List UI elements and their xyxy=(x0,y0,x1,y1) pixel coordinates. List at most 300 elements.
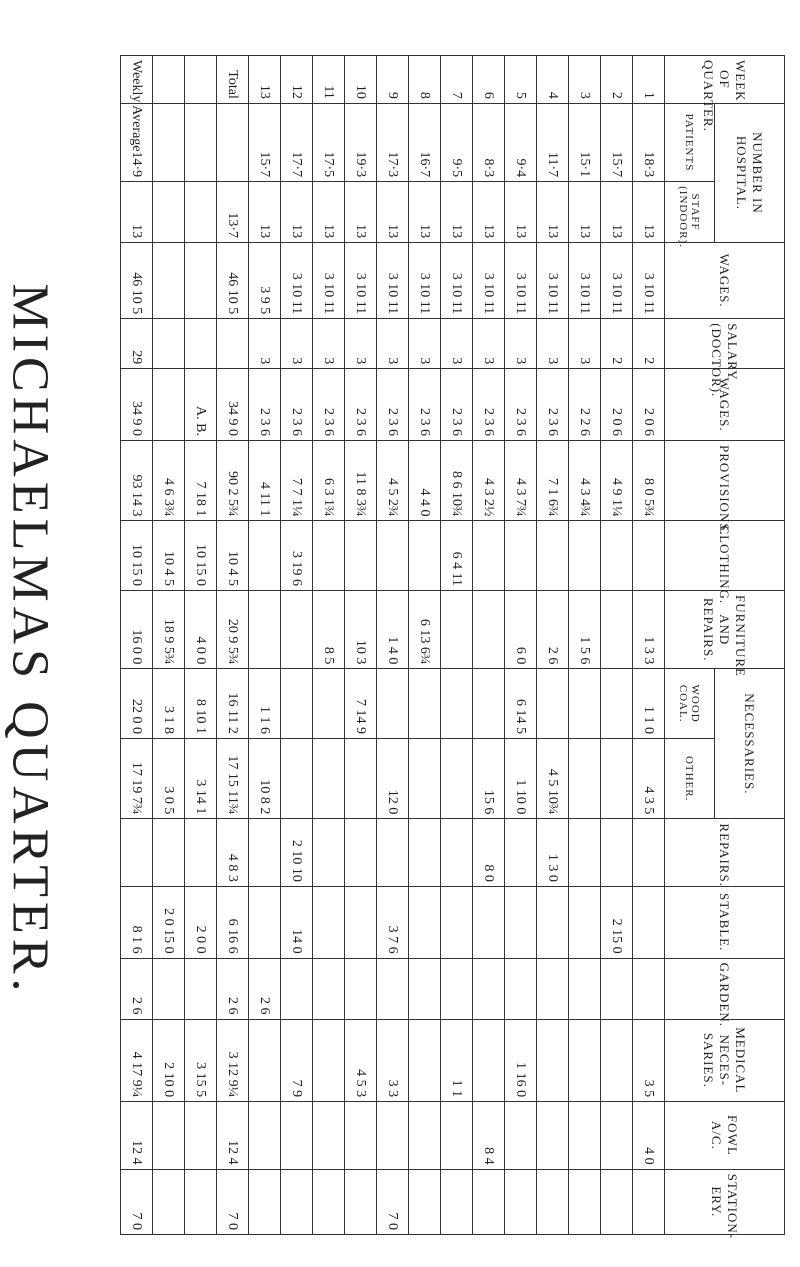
cell-stationery: 7 0 xyxy=(377,1169,409,1234)
cell-stable xyxy=(505,886,537,958)
cell-patients: 15·7 xyxy=(601,103,633,181)
totals-row-staff: 13·7 xyxy=(217,182,249,243)
cell-other: 15 6 xyxy=(473,738,505,818)
cell-clothing xyxy=(537,521,569,591)
final-row-stable: 8 1 6 xyxy=(121,886,153,958)
cell-weeks: 4 xyxy=(537,56,569,104)
cell-medical: 3 3 xyxy=(377,1019,409,1102)
cell-staff: 13 xyxy=(345,182,377,243)
cell-fowl xyxy=(569,1102,601,1169)
cell-weeks: 3 xyxy=(569,56,601,104)
cell-provisions: 4 9 1¼ xyxy=(601,440,633,520)
adjust-other: 3 0 5 xyxy=(153,738,185,818)
deductions-furniture: 4 0 0 xyxy=(185,591,217,669)
cell-patients: 15·1 xyxy=(569,103,601,181)
cell-provisions: 8 6 10¾ xyxy=(441,440,473,520)
cell-medical xyxy=(313,1019,345,1102)
cell-other xyxy=(441,738,473,818)
adjust-wood-coal: 3 1 8 xyxy=(153,669,185,739)
cell-wages2: 2 3 6 xyxy=(377,369,409,441)
cell-garden xyxy=(505,958,537,1019)
deductions-label xyxy=(185,56,217,104)
cell-fowl xyxy=(281,1102,313,1169)
cell-stationery xyxy=(633,1169,665,1234)
header-number-in-hospital: NUMBER IN HOSPITAL. xyxy=(715,103,785,242)
table-row xyxy=(249,56,281,1235)
cell-weeks: 6 xyxy=(473,56,505,104)
cell-weeks: 5 xyxy=(505,56,537,104)
cell-medical: 1 1 xyxy=(441,1019,473,1102)
cell-fowl xyxy=(441,1102,473,1169)
adjust-clothing: 10 4 5 xyxy=(153,521,185,591)
cell-salary: 3 xyxy=(505,319,537,369)
cell-stable xyxy=(345,886,377,958)
cell-wages2: 2 3 6 xyxy=(409,369,441,441)
cell-weeks: 12 xyxy=(281,56,313,104)
cell-stationery xyxy=(505,1169,537,1234)
cell-repairs: 8 0 xyxy=(473,819,505,886)
cell-wood-coal: 1 1 0 xyxy=(633,669,665,739)
adjust-patients xyxy=(153,103,185,181)
cell-staff: 13 xyxy=(633,182,665,243)
table-row xyxy=(633,56,665,1235)
cell-salary: 3 xyxy=(249,319,281,369)
cell-provisions: 4 3 2½ xyxy=(473,440,505,520)
cell-clothing xyxy=(601,521,633,591)
deductions-clothing: 10 15 0 xyxy=(185,521,217,591)
table-body xyxy=(121,56,665,1235)
cell-staff: 13 xyxy=(537,182,569,243)
cell-wood-coal: 6 14 5 xyxy=(505,669,537,739)
header-clothing: CLOTHING. xyxy=(665,521,785,591)
cell-garden: 2 6 xyxy=(249,958,281,1019)
totals-row-label: Total xyxy=(217,56,249,104)
cell-stationery xyxy=(441,1169,473,1234)
cell-medical xyxy=(569,1019,601,1102)
adjust-garden xyxy=(153,958,185,1019)
cell-stable xyxy=(249,886,281,958)
cell-salary: 3 xyxy=(345,319,377,369)
deductions-wages2 xyxy=(185,369,217,441)
cell-garden xyxy=(313,958,345,1019)
cell-provisions: 11 8 3¾ xyxy=(345,440,377,520)
cell-staff: 13 xyxy=(601,182,633,243)
cell-patients: 18·3 xyxy=(633,103,665,181)
final-row-label: Weekly Average xyxy=(121,56,153,104)
cell-furniture: 6 13 6¾ xyxy=(409,591,441,669)
cell-medical: 1 16 0 xyxy=(505,1019,537,1102)
cell-patients: 9·4 xyxy=(505,103,537,181)
table-row xyxy=(409,56,441,1235)
cell-other: 4 3 5 xyxy=(633,738,665,818)
cell-repairs: 1 3 0 xyxy=(537,819,569,886)
cell-other xyxy=(345,738,377,818)
cell-fowl: 4 0 xyxy=(633,1102,665,1169)
cell-repairs xyxy=(345,819,377,886)
cell-garden xyxy=(473,958,505,1019)
cell-provisions: 7 1 6¾ xyxy=(537,440,569,520)
cell-stable: 2 15 0 xyxy=(601,886,633,958)
cell-wages: 3 10 11 xyxy=(441,243,473,319)
header-medical: MEDICAL NECES-SARIES. xyxy=(665,1019,785,1102)
adjust-stable: 2 0 15 0 xyxy=(153,886,185,958)
totals-row-wages2: 34 9 0 xyxy=(217,369,249,441)
deductions-provisions: 7 18 1 xyxy=(185,440,217,520)
cell-salary: 3 xyxy=(281,319,313,369)
cell-stable xyxy=(409,886,441,958)
cell-furniture xyxy=(601,591,633,669)
accounts-table xyxy=(120,55,785,1240)
cell-repairs: 2 10 10 xyxy=(281,819,313,886)
cell-clothing: 3 19 6 xyxy=(281,521,313,591)
cell-medical xyxy=(249,1019,281,1102)
table-row xyxy=(441,56,473,1235)
cell-other xyxy=(569,738,601,818)
cell-other xyxy=(409,738,441,818)
cell-medical: 3 5 xyxy=(633,1019,665,1102)
table-row xyxy=(281,56,313,1235)
cell-wood-coal: 7 14 9 xyxy=(345,669,377,739)
totals-row-stable: 6 16 6 xyxy=(217,886,249,958)
cell-clothing xyxy=(249,521,281,591)
cell-garden xyxy=(281,958,313,1019)
header-fowl: FOWL A/C. xyxy=(665,1102,785,1169)
cell-wood-coal xyxy=(473,669,505,739)
cell-staff: 13 xyxy=(505,182,537,243)
totals-row-furniture: 20 9 5¾ xyxy=(217,591,249,669)
cell-wages2: 2 3 6 xyxy=(505,369,537,441)
cell-weeks: 1 xyxy=(633,56,665,104)
cell-staff: 13 xyxy=(569,182,601,243)
cell-weeks: 8 xyxy=(409,56,441,104)
cell-fowl xyxy=(313,1102,345,1169)
cell-provisions: 4 3 7¾ xyxy=(505,440,537,520)
final-row-wages2: 34 9 0 xyxy=(121,369,153,441)
header-wages2: WAGES. xyxy=(665,369,785,441)
cell-other xyxy=(313,738,345,818)
totals-row xyxy=(217,56,249,1235)
rotated-table xyxy=(120,55,785,1240)
cell-garden xyxy=(633,958,665,1019)
header-stationery: STATION-ERY. xyxy=(665,1169,785,1234)
cell-patients: 17·3 xyxy=(377,103,409,181)
cell-other: 4 5 10¾ xyxy=(537,738,569,818)
cell-stationery xyxy=(537,1169,569,1234)
cell-garden xyxy=(377,958,409,1019)
header-stable: STABLE. xyxy=(665,886,785,958)
deductions-repairs xyxy=(185,819,217,886)
cell-wages2: 2 3 6 xyxy=(281,369,313,441)
final-row-clothing: 10 15 0 xyxy=(121,521,153,591)
cell-repairs xyxy=(633,819,665,886)
cell-wages: 3 10 11 xyxy=(473,243,505,319)
cell-staff: 13 xyxy=(281,182,313,243)
deductions-wood-coal: 8 10 1 xyxy=(185,669,217,739)
deductions-garden xyxy=(185,958,217,1019)
totals-row-stationery: 7 0 xyxy=(217,1169,249,1234)
totals-row-other: 17 15 11¾ xyxy=(217,738,249,818)
cell-garden xyxy=(345,958,377,1019)
cell-furniture: 1 3 3 xyxy=(633,591,665,669)
adjust-wages2 xyxy=(153,369,185,441)
header-wood-coal: WOOD COAL. xyxy=(665,669,715,739)
cell-salary: 3 xyxy=(377,319,409,369)
table-row xyxy=(313,56,345,1235)
deductions-stable: 2 0 0 xyxy=(185,886,217,958)
cell-patients: 17·7 xyxy=(281,103,313,181)
cell-clothing xyxy=(633,521,665,591)
cell-stationery xyxy=(473,1169,505,1234)
cell-clothing xyxy=(313,521,345,591)
final-row-garden: 2 6 xyxy=(121,958,153,1019)
cell-wages: 3 10 11 xyxy=(313,243,345,319)
cell-provisions: 4 11 1 xyxy=(249,440,281,520)
cell-clothing: 6 4 11 xyxy=(441,521,473,591)
cell-wages: 3 10 11 xyxy=(377,243,409,319)
totals-row-garden: 2 6 xyxy=(217,958,249,1019)
cell-repairs xyxy=(313,819,345,886)
cell-weeks: 2 xyxy=(601,56,633,104)
cell-repairs xyxy=(441,819,473,886)
header-patients: PATIENTS xyxy=(665,103,715,181)
cell-stable xyxy=(569,886,601,958)
header-wages: WAGES. xyxy=(665,243,785,319)
cell-wood-coal xyxy=(569,669,601,739)
cell-wood-coal xyxy=(537,669,569,739)
deductions-staff xyxy=(185,182,217,243)
table-row xyxy=(569,56,601,1235)
cell-fowl xyxy=(505,1102,537,1169)
cell-staff: 13 xyxy=(377,182,409,243)
cell-staff: 13 xyxy=(441,182,473,243)
title-text: MICHAELMAS QUARTER. xyxy=(1,283,59,997)
deductions-row xyxy=(185,56,217,1235)
cell-wood-coal xyxy=(601,669,633,739)
cell-stationery xyxy=(249,1169,281,1234)
cell-weeks: 11 xyxy=(313,56,345,104)
cell-clothing xyxy=(409,521,441,591)
cell-stationery xyxy=(409,1169,441,1234)
deductions-patients xyxy=(185,103,217,181)
final-row-repairs xyxy=(121,819,153,886)
cell-furniture: 6 0 xyxy=(505,591,537,669)
cell-furniture: 1 5 6 xyxy=(569,591,601,669)
header-provisions: PROVISIONS. xyxy=(665,440,785,520)
cell-wages2: 2 3 6 xyxy=(473,369,505,441)
adjust-staff xyxy=(153,182,185,243)
cell-medical xyxy=(409,1019,441,1102)
cell-medical xyxy=(537,1019,569,1102)
cell-provisions: 4 5 2¾ xyxy=(377,440,409,520)
header-repairs: REPAIRS. xyxy=(665,819,785,886)
cell-salary: 2 xyxy=(633,319,665,369)
totals-row-wages: 46 10 5 xyxy=(217,243,249,319)
cell-wood-coal xyxy=(313,669,345,739)
cell-wood-coal: 1 1 6 xyxy=(249,669,281,739)
cell-staff: 13 xyxy=(313,182,345,243)
final-row-provisions: 93 14 3 xyxy=(121,440,153,520)
cell-fowl xyxy=(601,1102,633,1169)
cell-fowl xyxy=(377,1102,409,1169)
cell-stable xyxy=(633,886,665,958)
deductions-other: 3 14 1 xyxy=(185,738,217,818)
cell-provisions: 7 7 1¼ xyxy=(281,440,313,520)
cell-staff: 13 xyxy=(409,182,441,243)
adjust-label xyxy=(153,56,185,104)
cell-stable xyxy=(537,886,569,958)
adjust-stationery xyxy=(153,1169,185,1234)
adjust-provisions: 4 6 3¾ xyxy=(153,440,185,520)
cell-furniture: 2 6 xyxy=(537,591,569,669)
cell-salary: 3 xyxy=(569,319,601,369)
deductions-wages xyxy=(185,243,217,319)
cell-fowl xyxy=(409,1102,441,1169)
header-week: WEEK OF QUARTER. xyxy=(665,56,785,104)
cell-wages2: 2 0 6 xyxy=(633,369,665,441)
cell-wages: 3 10 11 xyxy=(505,243,537,319)
cell-wages: 3 10 11 xyxy=(409,243,441,319)
cell-wages2: 2 3 6 xyxy=(345,369,377,441)
deductions-salary xyxy=(185,319,217,369)
cell-wages2: 2 0 6 xyxy=(601,369,633,441)
cell-salary: 3 xyxy=(409,319,441,369)
cell-salary: 3 xyxy=(473,319,505,369)
cell-stable xyxy=(441,886,473,958)
cell-clothing xyxy=(345,521,377,591)
cell-salary: 3 xyxy=(441,319,473,369)
cell-salary: 3 xyxy=(313,319,345,369)
cell-wages2: 2 3 6 xyxy=(313,369,345,441)
cell-stable: 3 7 6 xyxy=(377,886,409,958)
cell-furniture xyxy=(441,591,473,669)
totals-row-medical: 3 12 9¼ xyxy=(217,1019,249,1102)
cell-salary: 3 xyxy=(537,319,569,369)
adjust-medical: 2 10 0 xyxy=(153,1019,185,1102)
cell-provisions: 4 4 0 xyxy=(409,440,441,520)
cell-wages: 3 10 11 xyxy=(601,243,633,319)
cell-repairs xyxy=(601,819,633,886)
totals-row-fowl: 12 4 xyxy=(217,1102,249,1169)
cell-wages: 3 10 11 xyxy=(345,243,377,319)
table-row xyxy=(377,56,409,1235)
cell-wages: 3 9 5 xyxy=(249,243,281,319)
cell-provisions: 8 0 5¾ xyxy=(633,440,665,520)
cell-medical: 7 9 xyxy=(281,1019,313,1102)
cell-repairs xyxy=(505,819,537,886)
cell-stable: 14 0 xyxy=(281,886,313,958)
header-staff: STAFF (INDOOR). xyxy=(665,182,715,243)
cell-wages2: 2 3 6 xyxy=(441,369,473,441)
cell-patients: 16·7 xyxy=(409,103,441,181)
cell-clothing xyxy=(505,521,537,591)
cell-repairs xyxy=(249,819,281,886)
cell-patients: 11·7 xyxy=(537,103,569,181)
cell-other xyxy=(281,738,313,818)
cell-wood-coal xyxy=(281,669,313,739)
cell-weeks: 10 xyxy=(345,56,377,104)
cell-garden xyxy=(441,958,473,1019)
cell-furniture: 1 4 0 xyxy=(377,591,409,669)
cell-repairs xyxy=(409,819,441,886)
totals-row-clothing: 10 4 5 xyxy=(217,521,249,591)
cell-wages2: 2 3 6 xyxy=(537,369,569,441)
cell-wages2: 2 3 6 xyxy=(249,369,281,441)
cell-provisions: 6 3 1¾ xyxy=(313,440,345,520)
adjust-fowl xyxy=(153,1102,185,1169)
cell-patients: 19·3 xyxy=(345,103,377,181)
cell-wages: 3 10 11 xyxy=(569,243,601,319)
cell-wood-coal xyxy=(409,669,441,739)
final-row-staff: 13 xyxy=(121,182,153,243)
header-necessaries: NECESSARIES. xyxy=(715,669,785,819)
cell-other xyxy=(601,738,633,818)
cell-other: 12 0 xyxy=(377,738,409,818)
cell-fowl xyxy=(249,1102,281,1169)
cell-stationery xyxy=(601,1169,633,1234)
header-furniture: FURNITURE AND REPAIRS. xyxy=(665,591,785,669)
cell-staff: 13 xyxy=(473,182,505,243)
cell-furniture: 10 3 xyxy=(345,591,377,669)
totals-row-wood-coal: 16 11 2 xyxy=(217,669,249,739)
cell-repairs xyxy=(569,819,601,886)
deductions-fowl xyxy=(185,1102,217,1169)
table-row xyxy=(345,56,377,1235)
cell-clothing xyxy=(473,521,505,591)
adjust-row xyxy=(153,56,185,1235)
cell-furniture: 8 5 xyxy=(313,591,345,669)
deductions-stationery xyxy=(185,1169,217,1234)
adjust-salary xyxy=(153,319,185,369)
cell-clothing xyxy=(569,521,601,591)
cell-clothing xyxy=(377,521,409,591)
cell-furniture xyxy=(281,591,313,669)
cell-stable xyxy=(313,886,345,958)
table-row xyxy=(505,56,537,1235)
cell-repairs xyxy=(377,819,409,886)
cell-weeks: 7 xyxy=(441,56,473,104)
cell-medical xyxy=(601,1019,633,1102)
cell-wood-coal xyxy=(377,669,409,739)
cell-medical xyxy=(473,1019,505,1102)
cell-fowl: 8 4 xyxy=(473,1102,505,1169)
final-row-patients: 14·9 xyxy=(121,103,153,181)
cell-other: 1 10 0 xyxy=(505,738,537,818)
cell-provisions: 4 3 4¾ xyxy=(569,440,601,520)
final-row-other: 17 19 7¾ xyxy=(121,738,153,818)
cell-stationery xyxy=(313,1169,345,1234)
cell-stationery xyxy=(345,1169,377,1234)
cell-salary: 2 xyxy=(601,319,633,369)
table-row xyxy=(473,56,505,1235)
cell-stable xyxy=(473,886,505,958)
cell-garden xyxy=(409,958,441,1019)
cell-weeks: 13 xyxy=(249,56,281,104)
cell-wages: 3 10 11 xyxy=(537,243,569,319)
cell-weeks: 9 xyxy=(377,56,409,104)
header-other: OTHER. xyxy=(665,738,715,818)
totals-row-provisions: 90 2 5¾ xyxy=(217,440,249,520)
cell-stationery xyxy=(281,1169,313,1234)
adjust-repairs xyxy=(153,819,185,886)
cell-furniture xyxy=(473,591,505,669)
cell-wages2: 2 2 6 xyxy=(569,369,601,441)
cell-garden xyxy=(537,958,569,1019)
cell-medical: 4 5 3 xyxy=(345,1019,377,1102)
final-row-fowl: 12 4 xyxy=(121,1102,153,1169)
adjust-wages xyxy=(153,243,185,319)
cell-fowl xyxy=(537,1102,569,1169)
deductions-medical: 3 15 5 xyxy=(185,1019,217,1102)
